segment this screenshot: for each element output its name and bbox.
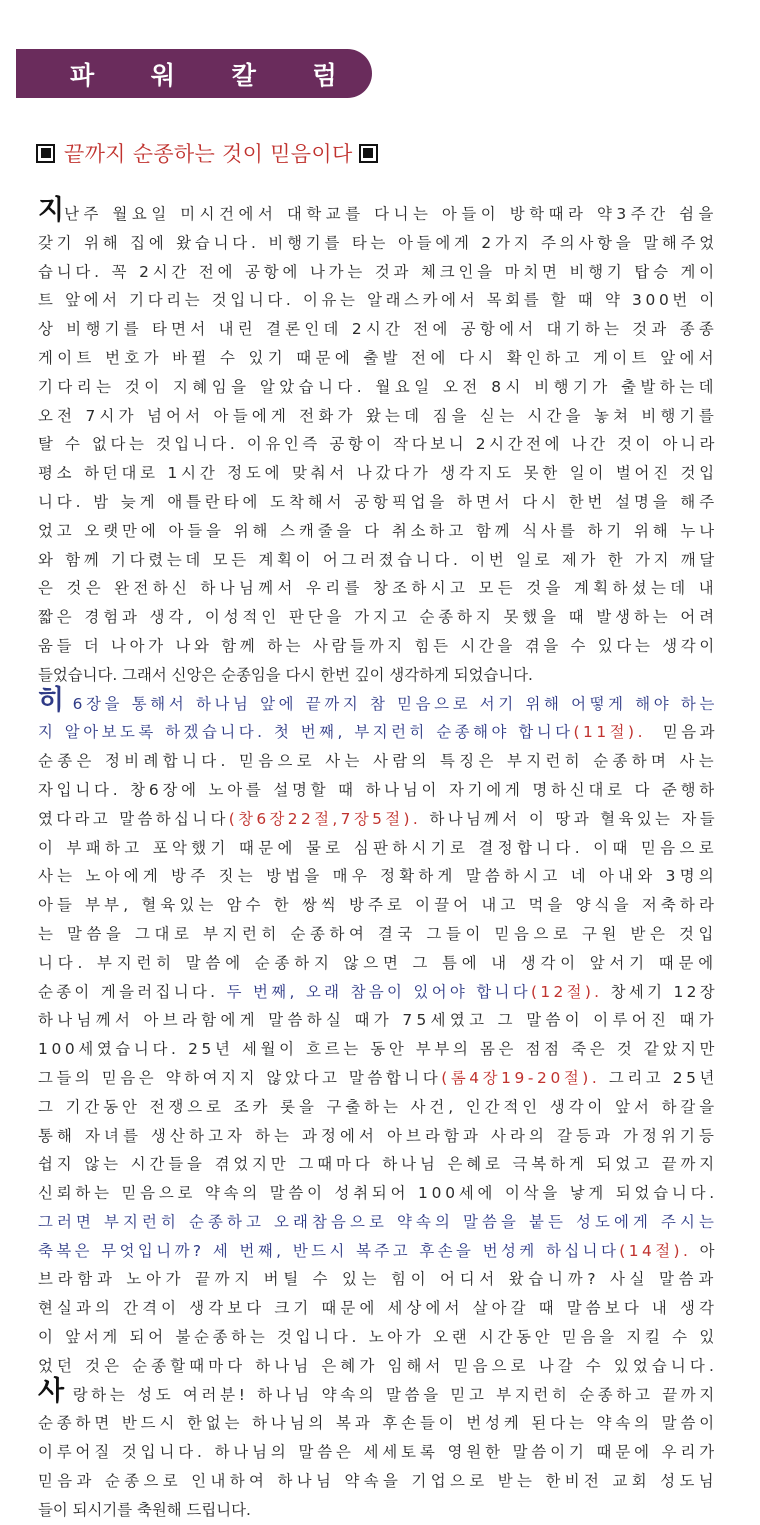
body-text: 순종하면 반드시 한없는 하나님의 복과 후손들이 번성케 된다는 약속의 말씀이	[38, 1414, 718, 1433]
scripture-reference: (12절).	[530, 982, 603, 1001]
body-line	[38, 747, 718, 776]
body-text: 그 기간동안 전쟁으로 조카 롯을 구출하는 사건, 인간적인 생각이 앞서 하갈을	[38, 1097, 718, 1116]
body-line	[38, 286, 718, 315]
body-text: 난주 월요일 미시건에서 대학교를 다니는 아들이 방학때라 약3주간 쉼을	[64, 205, 718, 223]
body-line	[38, 1294, 718, 1323]
body-text: 상 비행기를 타면서 내린 결론인데 2시간 전에 공항에서 대기하는 것과 종종	[38, 320, 718, 339]
body-text: 브라함과 노아가 끝까지 버틸 수 있는 힘이 어디서 왔습니까? 사실 말씀과	[38, 1270, 718, 1289]
body-line	[38, 834, 718, 863]
highlight-text: 축복은 무엇입니까? 세 번째, 반드시 복주고 후손을 번성케 하십니다	[38, 1241, 620, 1260]
body-text: 현실과의 간격이 생각보다 크기 때문에 세상에서 살아갈 때 말씀보다 내 생각	[38, 1299, 718, 1318]
body-line	[38, 517, 718, 546]
body-line	[38, 891, 718, 920]
highlight-text: 그러면 부지런히 순종하고 오래참음으로 약속의 말씀을 붙든 성도에게 주시는	[38, 1212, 718, 1231]
body-line	[38, 430, 718, 459]
scripture-reference: (롬4장19-20절).	[441, 1068, 601, 1087]
scripture-reference: (14절).	[619, 1241, 692, 1260]
body-text: 오전 7시가 넘어서 아들에게 전화가 왔는데 짐을 싣는 시간을 놓쳐 비행기를	[38, 406, 718, 425]
highlight-text: 6장을 통해서 하나님 앞에 끝까지 참 믿음으로 서기 위해 어떻게 해야 하는	[64, 694, 718, 713]
body-line	[38, 574, 718, 603]
body-line	[38, 632, 718, 661]
body-text: 신뢰하는 믿음으로 약속의 말씀이 성취되어 100세에 이삭을 낳게 되었습니다.	[38, 1184, 718, 1203]
highlight-text: 지 알아보도록 하겠습니다. 첫 번째, 부지런히 순종해야 합니다	[38, 723, 574, 742]
body-line	[38, 402, 718, 431]
body-text: 순종이 게을러집니다.	[38, 982, 227, 1001]
body-text: 하나님께서 아브라함에게 말씀하실 때가 75세였고 그 말씀이 이루어진 때가	[38, 1011, 718, 1030]
body-text: 들이 되시기를 축원해 드립니다.	[38, 1500, 251, 1519]
body-text: 쉽지 않는 시간들을 겪었지만 그때마다 하나님 은혜로 극복하게 되었고 끝까지	[38, 1155, 718, 1174]
column-banner	[16, 49, 372, 98]
body-line	[38, 258, 718, 287]
body-line	[38, 1496, 718, 1525]
body-text: 었고 오랫만에 아들을 위해 스캐줄을 다 취소하고 함께 식사를 하기 위해 누나	[38, 521, 718, 540]
body-text: 갖기 위해 집에 왔습니다. 비행기를 타는 아들에게 2가지 주의사항을 말해주었	[38, 233, 718, 252]
body-text: 이 앞서게 되어 불순종하는 것입니다. 노아가 오랜 시간동안 믿음을 지킬 수 있	[38, 1328, 718, 1347]
body-line	[38, 603, 718, 632]
article-title-row	[36, 138, 378, 168]
body-text: 순종은 정비례합니다. 믿음으로 사는 사람의 특징은 부지런히 순종하며 사는	[38, 752, 718, 771]
square-bullet-icon	[36, 144, 55, 163]
body-text: 들었습니다. 그래서 신앙은 순종임을 다시 한번 깊이 생각하게 되었습니다.	[38, 665, 533, 684]
body-line	[38, 978, 718, 1007]
body-text: 이루어질 것입니다. 하나님의 말씀은 세세토록 영원한 말씀이기 때문에 우리가	[38, 1443, 718, 1462]
body-line	[38, 684, 718, 719]
body-text: 100세였습니다. 25년 세월이 흐르는 동안 부부의 몸은 점점 죽은 것 같았지만	[38, 1040, 718, 1059]
body-line	[38, 1409, 718, 1438]
square-bullet-icon	[359, 144, 378, 163]
body-line	[38, 1208, 718, 1237]
banner-label: 파 워 칼 럼	[70, 60, 361, 90]
body-line	[38, 805, 718, 834]
body-text: 자입니다. 창6장에 노아를 설명할 때 하나님이 자기에게 명하신대로 다 준행하	[38, 780, 718, 799]
body-line	[38, 546, 718, 575]
body-text: 었던 것은 순종할때마다 하나님 은혜가 임해서 믿음으로 나갈 수 있었습니다.	[38, 1356, 718, 1375]
body-line	[38, 1323, 718, 1352]
body-text: 그리고 25년	[600, 1068, 718, 1087]
body-text: 통해 자녀를 생산하고자 하는 과정에서 아브라함과 사라의 갈등과 가정위기등	[38, 1126, 718, 1145]
body-text: 습니다. 꼭 2시간 전에 공항에 나가는 것과 체크인을 마치면 비행기 탑승 게이	[38, 262, 718, 281]
body-text: 믿음과	[646, 723, 719, 742]
body-line	[38, 1438, 718, 1467]
body-text: 니다. 부지런히 말씀에 순종하지 않으면 그 틈에 내 생각이 앞서기 때문에	[38, 953, 718, 972]
body-text: 아	[691, 1241, 719, 1260]
body-text: 평소 하던대로 1시간 정도에 맞춰서 나갔다가 생각지도 못한 일이 벌어진 것입	[38, 464, 718, 483]
body-text: 짧은 경험과 생각, 이성적인 판단을 가지고 순종하지 못했을 때 발생하는 어려	[38, 608, 718, 627]
body-line	[38, 195, 718, 229]
body-text: 사는 노아에게 방주 짓는 방법을 매우 정확하게 말씀하시고 네 아내와 3명의	[38, 867, 718, 886]
body-text: 움들 더 나아가 나와 함께 하는 사람들까지 힘든 시간을 겪을 수 있다는 생각이	[38, 636, 718, 655]
body-line	[38, 1093, 718, 1122]
body-line	[38, 949, 718, 978]
body-line	[38, 1265, 718, 1294]
body-line	[38, 718, 718, 747]
body-line	[38, 1006, 718, 1035]
body-line	[38, 344, 718, 373]
scripture-reference: (창6장22절,7장5절).	[228, 809, 422, 828]
body-line	[38, 229, 718, 258]
body-line	[38, 488, 718, 517]
body-text: 창세기 12장	[602, 982, 718, 1001]
drop-cap: 히	[38, 684, 65, 716]
body-line	[38, 1375, 718, 1410]
highlight-text: 두 번째, 오래 참음이 있어야 합니다	[226, 982, 531, 1001]
body-line	[38, 776, 718, 805]
drop-cap: 지	[38, 195, 65, 226]
article-body	[38, 195, 719, 1525]
body-line	[38, 1467, 718, 1496]
body-text: 은 것은 완전하신 하나님께서 우리를 창조하시고 모든 것을 계획하셨는데 내	[38, 579, 718, 598]
body-line	[38, 1150, 718, 1179]
body-line	[38, 1179, 718, 1208]
body-text: 니다. 밤 늦게 애틀란타에 도착해서 공항픽업을 하면서 다시 한번 설명을 해주	[38, 492, 718, 511]
body-text: 그들의 믿음은 약하여지지 않았다고 말씀합니다	[38, 1068, 442, 1087]
body-text: 였다라고 말씀하십니다	[38, 809, 229, 828]
body-line	[38, 1122, 718, 1151]
body-line	[38, 1352, 718, 1381]
body-text: 아들 부부, 혈육있는 암수 한 쌍씩 방주로 이끌어 내고 먹을 양식을 저축하라	[38, 896, 718, 915]
body-line	[38, 661, 718, 690]
body-text: 트 앞에서 기다리는 것입니다. 이유는 알래스카에서 목회를 할 때 약 300번 이	[38, 291, 718, 310]
body-text: 이 부패하고 포악했기 때문에 물로 심판하시기로 결정합니다. 이때 믿음으로	[38, 838, 718, 857]
body-text: 게이트 번호가 바뀔 수 있기 때문에 출발 전에 다시 확인하고 게이트 앞에서	[38, 348, 718, 367]
body-line	[38, 862, 718, 891]
body-line	[38, 1237, 718, 1266]
scripture-reference: (11절).	[573, 723, 646, 742]
body-text: 하나님께서 이 땅과 혈육있는 자들	[421, 809, 718, 828]
body-text: 랑하는 성도 여러분! 하나님 약속의 말씀을 믿고 부지런히 순종하고 끝까지	[64, 1385, 718, 1404]
body-line	[38, 1035, 718, 1064]
body-line	[38, 315, 718, 344]
drop-cap: 사	[38, 1375, 65, 1407]
body-text: 와 함께 기다렸는데 모든 계획이 어그러졌습니다. 이번 일로 제가 한 가지 깨달	[38, 550, 718, 569]
body-line	[38, 1064, 718, 1093]
body-text: 탈 수 없다는 것입니다. 이유인즉 공항이 작다보니 2시간전에 나간 것이 아니라	[38, 435, 718, 454]
body-line	[38, 373, 718, 402]
article-title: 끝까지 순종하는 것이 믿음이다	[64, 142, 353, 166]
body-text: 는 말씀을 그대로 부지런히 순종하여 결국 그들이 믿음으로 구원 받은 것입	[38, 924, 718, 943]
body-text: 믿음과 순종으로 인내하여 하나님 약속을 기업으로 받는 한비전 교회 성도님	[38, 1472, 718, 1491]
body-line	[38, 920, 718, 949]
body-line	[38, 459, 718, 488]
body-text: 기다리는 것이 지혜임을 알았습니다. 월요일 오전 8시 비행기가 출발하는데	[38, 377, 718, 396]
